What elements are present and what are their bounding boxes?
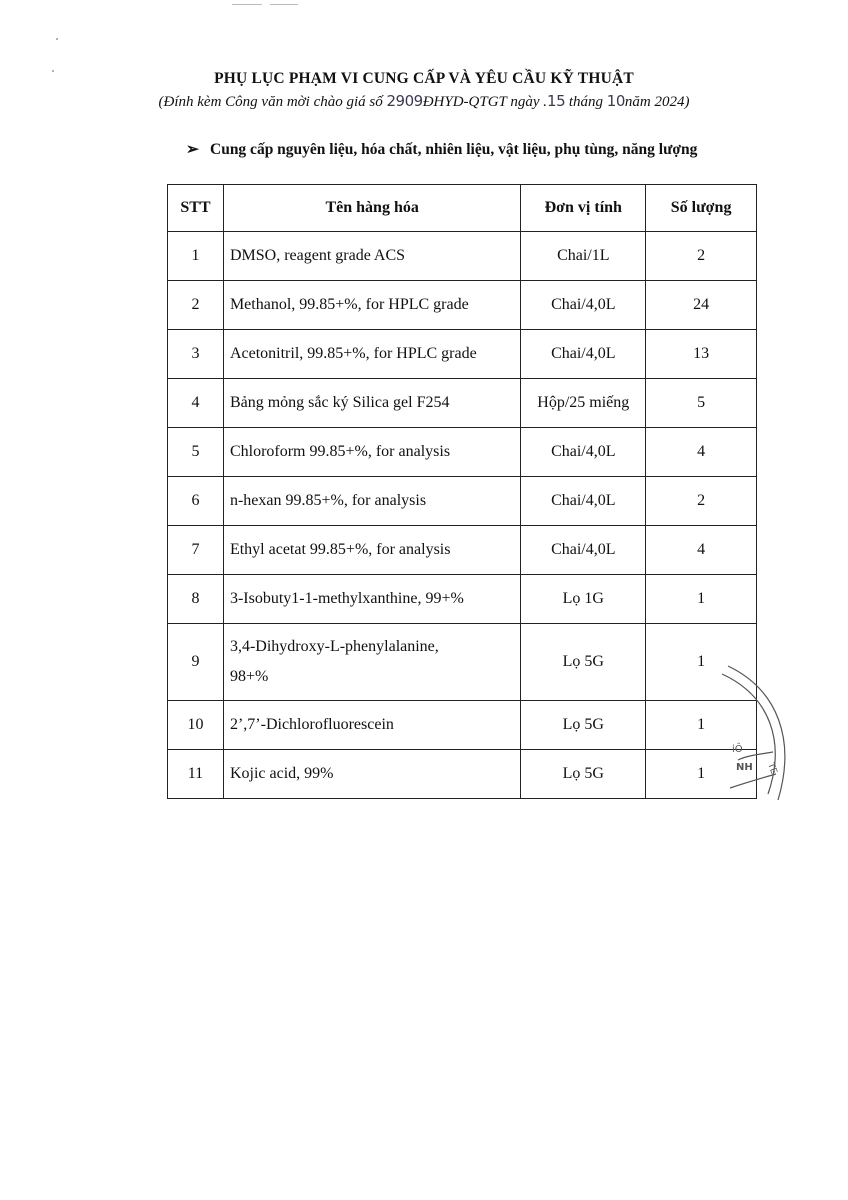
stamp-text: NH [736,762,753,773]
cell-unit: Chai/1L [521,232,646,281]
cell-unit: Chai/4,0L [521,428,646,477]
month-label: tháng [565,94,607,110]
cell-qty: 1 [646,624,757,701]
handwritten-day: 15 [547,92,566,110]
table-row [168,624,757,701]
table-row [168,281,757,330]
cell-stt: 6 [168,477,224,526]
cell-qty: 24 [646,281,757,330]
day-label: ngày . [506,94,548,110]
cell-name: Chloroform 99.85+%, for analysis [223,428,520,477]
cell-stt: 3 [168,330,224,379]
partial-seal-stamp [718,660,798,810]
cell-stt: 5 [168,428,224,477]
cell-name: Ethyl acetat 99.85+%, for analysis [223,526,520,575]
cell-unit: Lọ 5G [521,750,646,799]
cell-qty: 1 [646,575,757,624]
subtitle-prefix: (Đính kèm Công văn mời chào giá số [158,94,387,110]
table-row [168,526,757,575]
cell-stt: 1 [168,232,224,281]
cell-name: 3-Isobuty1-1-methylxanthine, 99+% [223,575,520,624]
cell-name: Kojic acid, 99% [223,750,520,799]
handwritten-number: 2909 [386,92,423,110]
cell-qty: 13 [646,330,757,379]
document-subtitle [0,92,848,111]
cell-stt: 2 [168,281,224,330]
table-row [168,428,757,477]
arrow-bullet-icon: ➢ [186,141,199,158]
table-row [168,575,757,624]
cell-name: DMSO, reagent grade ACS [223,232,520,281]
goods-table [167,184,757,799]
table-row [168,232,757,281]
year-label: năm 2024) [624,94,690,110]
header-qty: Số lượng [646,185,757,232]
document-title: PHỤ LỤC PHẠM VI CUNG CẤP VÀ YÊU CẦU KỸ THUẬT [214,70,634,87]
table-row [168,701,757,750]
cell-unit: Lọ 1G [521,575,646,624]
cell-name-line: 3,4-Dihydroxy-L-phenylalanine, [229,638,439,655]
cell-unit: Chai/4,0L [521,526,646,575]
cell-qty: 1 [646,750,757,799]
cell-qty: 1 [646,701,757,750]
cell-unit: Chai/4,0L [521,477,646,526]
cell-stt: 7 [168,526,224,575]
handwritten-month: 10 [606,92,625,110]
cell-qty: 2 [646,477,757,526]
cell-qty: 4 [646,428,757,477]
cell-name: Methanol, 99.85+%, for HPLC grade [223,281,520,330]
cell-unit: Lọ 5G [521,624,646,701]
cell-name: Acetonitril, 99.85+%, for HPLC grade [223,330,520,379]
cell-unit: Chai/4,0L [521,330,646,379]
table-row [168,750,757,799]
cell-name [223,624,520,701]
cell-qty: 2 [646,232,757,281]
cell-qty: 4 [646,526,757,575]
header-name: Tên hàng hóa [223,185,520,232]
table-row [168,477,757,526]
section-heading-text: Cung cấp nguyên liệu, hóa chất, nhiên liệu, vật liệu, phụ tùng, năng lượng [210,141,698,158]
table-header-row [168,185,757,232]
cell-stt: 9 [168,624,224,701]
table-row [168,379,757,428]
cell-stt: 10 [168,701,224,750]
cell-unit: Chai/4,0L [521,281,646,330]
cell-stt: 11 [168,750,224,799]
table-row [168,330,757,379]
cell-unit: Hộp/25 miếng [521,379,646,428]
cell-unit: Lọ 5G [521,701,646,750]
cell-name: 2’,7’-Dichlorofluorescein [223,701,520,750]
cell-qty: 5 [646,379,757,428]
cell-stt: 8 [168,575,224,624]
cell-name: Bảng mỏng sắc ký Silica gel F254 [223,379,520,428]
section-heading [186,140,697,159]
scan-mark [232,4,302,8]
header-stt: STT [168,185,224,232]
stamp-text: TE [765,761,779,776]
scan-speck [56,38,58,40]
cell-name-line: 98+% [229,668,269,685]
number-suffix: ĐHYD-QTGT [422,94,507,110]
header-unit: Đơn vị tính [521,185,646,232]
cell-name: n-hexan 99.85+%, for analysis [223,477,520,526]
stamp-text: iÔ [732,744,743,755]
cell-stt: 4 [168,379,224,428]
